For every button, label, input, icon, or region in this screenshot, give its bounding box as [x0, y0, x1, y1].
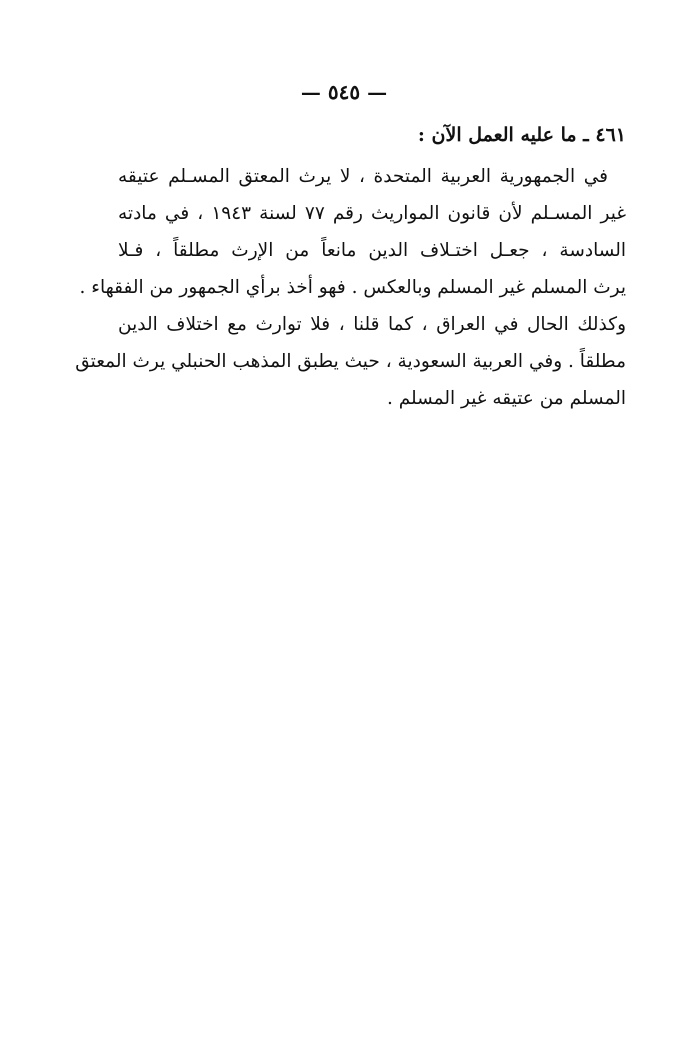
paragraph-line-2: غير المسـلم لأن قانون المواريث رقم ٧٧ لسنة ١٩٤٣ ، في مادته — [118, 203, 626, 224]
section-content — [75, 118, 626, 417]
page-number: — ٥٤٥ — — [300, 80, 388, 104]
paragraph-line-4: يرث المسلم غير المسلم وبالعكس . فهو أخذ برأي الجمهور من الفقهاء . — [79, 277, 626, 298]
paragraph-line-5: وكذلك الحال في العراق ، كما قلنا ، فلا توارث مع اختلاف الدين — [118, 314, 626, 335]
section-heading: ٤٦١ ـ ما عليه العمل الآن : — [417, 124, 626, 146]
paragraph-line-6: مطلقاً . وفي العربية السعودية ، حيث يطبق المذهب الحنبلي يرث المعتق — [75, 351, 626, 372]
paragraph-line-1: في الجمهورية العربية المتحدة ، لا يرث المعتق المسـلم عتيقه — [118, 166, 608, 187]
paragraph-line-7: المسلم من عتيقه غير المسلم . — [386, 388, 626, 409]
paragraph-line-3: السادسة ، جعـل اختـلاف الدين مانعاً من الإرث مطلقاً ، فـلا — [118, 240, 626, 261]
